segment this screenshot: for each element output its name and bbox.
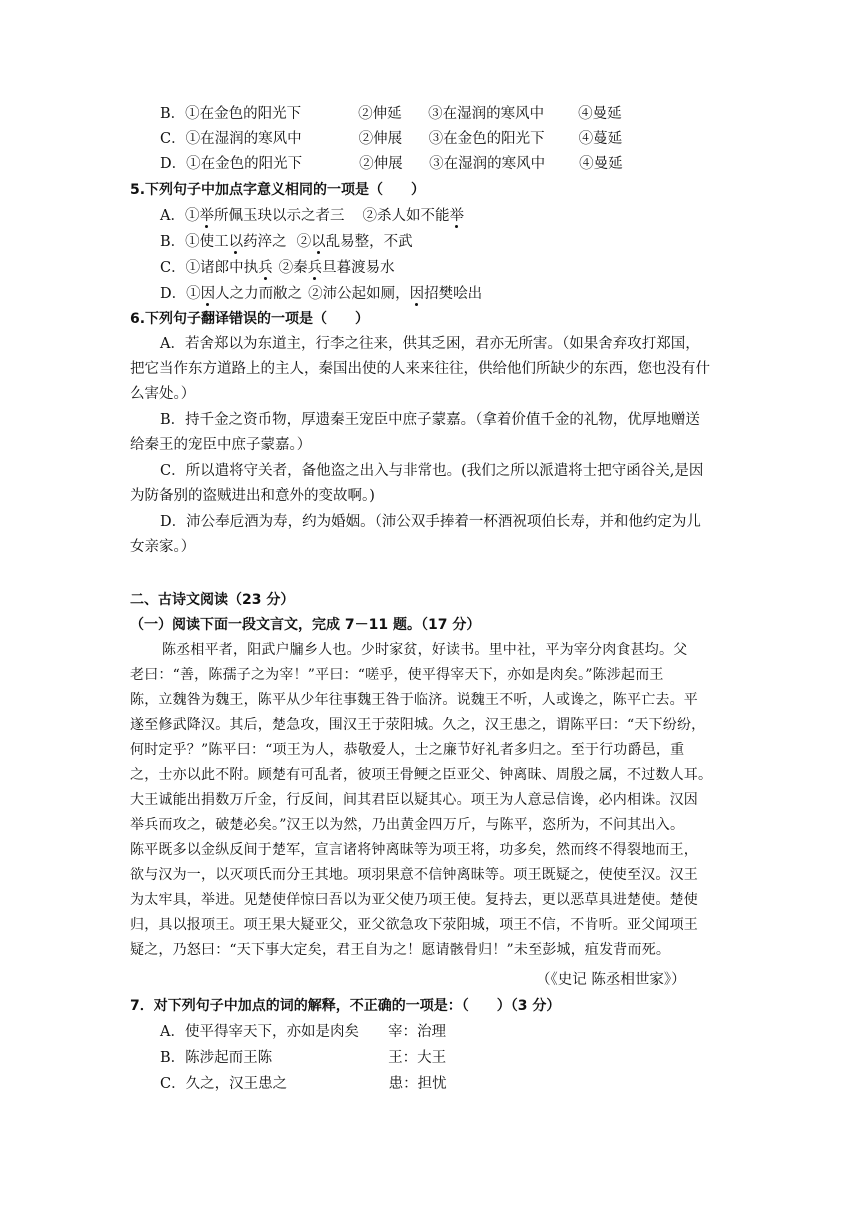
q6-text-line: D．沛公奉卮酒为寿，约为婚姻。（沛公双手捧着一杯酒祝项伯长寿，并和他约定为儿 <box>160 514 701 530</box>
dotted-char: 兵 <box>258 260 273 276</box>
q4-option-d <box>160 154 623 174</box>
q6-text-line: 把它当作东方道路上的主人，秦国出使的人来来往往，供给他们所缺少的东西，您也没有什 <box>130 361 710 377</box>
passage-line: 陈，立魏咎为魏王，陈平从少年往事魏王咎于临济。说魏王不听，人或谗之，陈平亡去。平 <box>130 692 698 708</box>
option-part: ① <box>186 286 201 302</box>
option-part: ①在湿润的寒风中 <box>185 131 302 147</box>
passage-line: 举兵而攻之，破楚必矣。”汉王以为然，乃出黄金四万斤，与陈平，恣所为，不问其出入。 <box>130 817 685 833</box>
option-part: 药淬之 <box>243 234 287 250</box>
option-label: D． <box>160 286 187 302</box>
q7-stem: 7．对下列句子中加点的词的解释，不正确的一项是：（ ）（3 分） <box>130 998 561 1014</box>
q5-option-c <box>160 258 395 278</box>
option-part: 人之力而敝之 <box>215 286 303 302</box>
option-part: ②杀人如不能 <box>362 208 450 224</box>
option-label: A． <box>160 208 185 224</box>
q6-text-line: 女亲家。） <box>130 539 196 555</box>
q6-text-line: B．持千金之资币物，厚遗秦王宠臣中庶子蒙嘉。（拿着价值千金的礼物，优厚地赠送 <box>160 412 700 428</box>
option-part: ③在金色的阳光下 <box>428 131 545 147</box>
option-part: ④曼延 <box>578 106 622 122</box>
option-part: ②伸展 <box>358 131 403 147</box>
q7-option-c <box>160 1074 447 1094</box>
option-part: ①使工 <box>185 234 229 250</box>
dotted-char: 因 <box>409 286 425 302</box>
passage-line: 归，具以报项王。项王果大疑亚父，亚父欲急攻下荥阳城，项王不信，不肯听。亚父闻项王 <box>130 917 698 933</box>
q6-stem: 6.下列句子翻译错误的一项是（ ） <box>130 311 370 327</box>
option-part: 所佩玉玦以示之者三 <box>213 208 345 224</box>
option-label: C． <box>160 131 186 147</box>
option-part: ①在金色的阳光下 <box>185 106 302 122</box>
dotted-char: 以 <box>311 234 326 250</box>
option-label: C． <box>160 1076 186 1092</box>
q4-option-c <box>160 129 622 149</box>
passage-line: 大王诚能出捐数万斤金，行反间，间其君臣以疑其心。项王为人意忌信谗，必内相诛。汉因 <box>130 792 698 808</box>
passage-line: 之，士亦以此不附。顾楚有可乱者，彼项王骨鲠之臣亚父、钟离昧、周殷之属，不过数人耳。 <box>130 767 713 783</box>
passage-line: 遂至修武降汉。其后，楚急攻，围汉王于荥阳城。久之，汉王患之，谓陈平曰：“天下纷纷， <box>130 717 706 733</box>
passage-line: 老曰：“善，陈孺子之为宰！”平曰：“嗟乎，使平得宰天下，亦如是肉矣。”陈涉起而王 <box>130 667 664 683</box>
q4-option-b <box>160 104 622 124</box>
option-text: 久之，汉王患之 <box>185 1076 288 1092</box>
passage-line: 欲与汉为一，以灭项氏而分王其地。项羽果意不信钟离昧等。项王既疑之，使使至汉。汉王 <box>130 867 698 883</box>
dotted-char: 因 <box>200 286 216 302</box>
passage-line: 何时定乎？”陈平曰：“项王为人，恭敬爱人，士之廉节好礼者多归之。至于行功爵邑，重 <box>130 742 685 758</box>
dotted-char: 兵 <box>307 260 323 276</box>
option-gloss: 宰：治理 <box>387 1024 446 1040</box>
q7-option-a <box>160 1022 446 1042</box>
option-part: ④曼延 <box>579 156 623 172</box>
q5-stem: 5.下列句子中加点字意义相同的一项是（ ） <box>130 182 426 198</box>
option-part: ①在金色的阳光下 <box>186 156 303 172</box>
dotted-char: 举 <box>199 208 214 224</box>
section-title: 二、古诗文阅读（23 分） <box>130 592 295 608</box>
option-text: 陈涉起而王陈 <box>185 1050 273 1066</box>
option-part: ① <box>184 208 200 224</box>
passage-line: 陈丞相平者，阳武户牖乡人也。少时家贫，好读书。里中社，平为宰分肉食甚均。父 <box>162 642 688 658</box>
q6-text-line: 为防备别的盗贼进出和意外的变故啊。) <box>130 488 375 504</box>
option-part: ①诸郎中执 <box>185 260 259 276</box>
option-part: ③在湿润的寒风中 <box>428 106 545 122</box>
q5-option-b <box>160 232 413 252</box>
q6-text-line: 么害处。） <box>130 386 196 402</box>
option-label: C． <box>160 260 186 276</box>
option-part: ② <box>296 234 312 250</box>
option-part: ②伸延 <box>358 106 402 122</box>
q5-option-a <box>160 206 464 226</box>
dotted-char: 以 <box>228 234 244 250</box>
q6-text-line: C．所以遣将守关者，备他盗之出入与非常也。(我们之所以派遣将士把守函谷关,是因 <box>160 463 704 479</box>
section-subtitle: （一）阅读下面一段文言文，完成 7－11 题。（17 分） <box>130 617 481 633</box>
q5-option-d <box>160 284 482 304</box>
option-part: 招樊哙出 <box>424 286 483 302</box>
passage-source: （《史记 陈丞相世家》） <box>536 972 686 988</box>
option-gloss: 王：大王 <box>388 1050 447 1066</box>
option-part: ②伸展 <box>359 156 403 172</box>
option-part: 旦暮渡易水 <box>322 260 395 276</box>
option-gloss: 患：担忧 <box>388 1076 447 1092</box>
option-part: ④蔓延 <box>578 131 623 147</box>
passage-line: 为太牢具，举进。见楚使佯惊曰吾以为亚父使乃项王使。复持去，更以恶草具进楚使。楚使 <box>130 892 698 908</box>
option-label: A． <box>160 1024 185 1040</box>
option-text: 使平得宰天下，亦如是肉矣 <box>184 1024 359 1040</box>
passage-line: 陈平既多以金纵反间于楚军，宣言诸将钟离昧等为项王将，功多矣，然而终不得裂地而王， <box>130 842 698 858</box>
option-label: B． <box>160 234 186 250</box>
q7-option-b <box>160 1048 446 1068</box>
passage-line: 疑之，乃怒曰：“天下事大定矣，君王自为之！愿请骸骨归！”未至彭城，疽发背而死。 <box>130 942 671 958</box>
q6-text-line: 给秦王的宠臣中庶子蒙嘉。） <box>130 437 312 453</box>
dotted-char: 举 <box>449 208 464 224</box>
option-part: ②沛公起如厕， <box>308 286 410 302</box>
option-part: 乱易整，不武 <box>325 234 413 250</box>
option-label: B． <box>160 1050 186 1066</box>
option-part: ②秦 <box>278 260 308 276</box>
option-label: D． <box>160 156 187 172</box>
q6-text-line: A．若舍郑以为东道主，行李之往来，供其乏困，君亦无所害。（如果舍弃攻打郑国， <box>160 336 700 352</box>
option-part: ③在湿润的寒风中 <box>429 156 546 172</box>
option-label: B． <box>160 106 186 122</box>
